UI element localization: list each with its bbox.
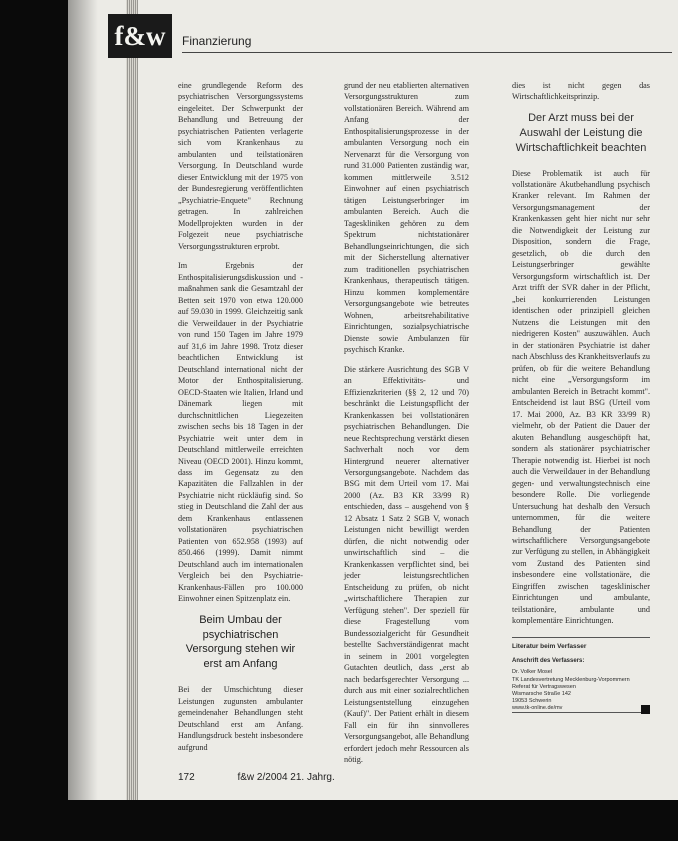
address-line: Wismarsche Straße 142 — [512, 690, 571, 697]
address-line: 19053 Schwerin — [512, 697, 552, 704]
page-header — [108, 14, 668, 58]
column-1 — [178, 80, 303, 761]
column-3 — [512, 80, 650, 714]
literature-note: Literatur beim Verfasser — [512, 642, 587, 650]
paragraph: Die stärkere Ausrichtung des SGB V an Effektivitäts- und Effizienzkriterien (§§ 2, 12 und 70) beschränkt die Leistungspflicht der Krankenkassen bei vollstationären psychiatrischen Behandlungen. Die neue Rechtsprechung verstärkt diesen Sachverhalt noch vor dem Hintergrund neuerer alternativer Versorgungsangebote. Nachdem das BSG mit dem Urteil vom 17. Mai 2000 (Az. B3 KR 33/99 R) entschieden, dass – ausgehend von § 12 Absatz 1 Satz 2 SGB V, wonach Leistungen nicht bewilligt werden dürfen, die nicht notwendig oder unwirtschaftlich sind – die Krankenkassen verpflichtet sind, bei jeder leistungsrechtlichen Entscheidung zu prüfen, ob nicht „wirtschaftlichere Therapien zur Verfügung stehen". Der speziell für diese Fragestellung vom Bundessozialgericht für Gesundheit bestellte Sachverständigenrat macht in seinem in 2001 vorgelegten Gutachten deutlich, dass „erst ab nach bedarfsgerechter Versorgung ... durch aus mit einer sozialrechtlichen Leistungsentstellung einzugehen (Kauf)". Der Patient erhält in diesem Fall ein für ihn sinnvolleres Versorgungsangebot, alle Behandlung erfordert jedoch mehr Ressourcen als nötig. — [344, 364, 469, 765]
address-heading: Anschrift des Verfassers: — [512, 657, 585, 664]
page-shadow — [68, 0, 98, 800]
author-box — [512, 637, 650, 713]
paragraph: dies ist nicht gegen das Wirtschaftlichkeitsprinzip. — [512, 81, 650, 102]
page-edge — [126, 0, 138, 800]
address-line: Referat für Vertragswesen — [512, 683, 576, 690]
paragraph: Im Ergebnis der Enthospitalisierungsdiskussion und -maßnahmen sank die Gesamtzahl der Betten seit 1970 von etwa 120.000 auf 59.030 in 1999. Gleichzeitig sank die Verweildauer in der Psychiatrie von rund 150 Tagen im Jahre 1979 auf 31,6 im Jahre 1998. Trotz dieser beachtlichen Entwicklung ist Deutschland international nicht der Motor der Enthospitalisierung. OECD-Staaten wie Italien, Irland und Dänemark liegen mit durchschnittlichen Liegezeiten zwischen sechs bis 18 Tagen in der Psychiatrie weit unter dem in Deutschland mittlerweile erreichten Niveau (OECD 2001). Hinzu kommt, dass im Gegensatz zu den Kapazitäten die Fallzahlen in der Psychiatrie nicht rückläufig sind. So stieg in Deutschland die Zahl der aus dem Krankenhaus entlassenen vollstationären psychiatrischen Patienten von 652.958 (1993) auf 850.466 (1999). Damit nimmt Deutschland auch im internationalen Vergleich bei den Psychiatrie-Krankenhaus-Fällen pro 100.000 Einwohner einen Spitzenplatz ein. — [178, 261, 303, 604]
address-line: TK Landesvertretung Mecklenburg-Vorpommern — [512, 676, 630, 683]
website-text: www.tk-online.de/mv — [512, 705, 563, 712]
page-number: 172 — [178, 772, 195, 783]
journal-logo: f&w — [108, 14, 172, 58]
subheading: Beim Umbau der psychiatrischen Versorgung stehen wir erst am Anfang — [185, 613, 296, 671]
header-rule — [182, 52, 672, 53]
paragraph: eine grundlegende Reform des psychiatrischen Versorgungssystems eingeleitet. Der Schwerpunkt der Behandlung und Betreuung der psychiatrischen Patienten verlagerte sich vom Krankenhaus zu ambulanten und teilstationären Versorgung. In Deutschland wurde dieser Entwicklung mit der 1975 von der Bundesregierung veröffentlichten „Psychiatrie-Enquete" Rechnung getragen. In zahlreichen Modellprojekten wurden in der Folgezeit neue psychiatrische Versorgungsstrukturen erprobt. — [178, 81, 303, 251]
address-line: Dr. Volker Mosel — [512, 669, 553, 676]
page-footer — [178, 772, 375, 783]
end-mark-icon — [641, 705, 650, 714]
paragraph: Bei der Umschichtung dieser Leistungen zugunsten ambulanter gemeindenaher Behandlungen steht Deutschland erst am Anfang. Handlungsdruck besteht insbesondere aufgrund — [178, 685, 303, 752]
section-title: Finanzierung — [182, 34, 252, 48]
paragraph: grund der neu etablierten alternativen Versorgungsstrukturen zum vollstationären Bereich. Während am Anfang der Enthospitalisierungsprozesse in der ambulanten Versorgung noch ein Nervenarzt für die Versorgung von rund 31.000 Patienten zuständig war, kommen mittlerweile 3.512 Einwohner auf einen psychiatrisch tätigen Leistungserbringer im ambulanten Bereich. Auch die Tageskliniken gehören zu dem Spektrum nichtstationärer Behandlungseinrichtungen, die sich mit der Sicherstellung alternativer zum traditionellen psychiatrischen Krankenhaus, therapeutisch tätigen. Hinzu kommen komplementäre Versorgungsangebote wie betreutes Wohnen, arbeitsrehabilitative Einrichtungen, sozialpsychiatrische Dienste sowie Ambulanzen für psychisch Kranke. — [344, 81, 469, 355]
subheading: Der Arzt muss bei der Auswahl der Leistung die Wirtschaftlichkeit beachten — [515, 111, 647, 154]
column-2 — [344, 80, 469, 774]
address-line — [512, 705, 650, 712]
paragraph: Diese Problematik ist auch für vollstationäre Akutbehandlung psychisch Kranker relevant. Im Rahmen der Versorgungsmanagement der Krankenkassen geht hier nicht nur sehr die Notwendigkeit der Leistung zur Disposition, sondern die Frage, gesetzlich, ob die durch den Leistungserbringer gewählte Versorgungsform wirtschaftlich ist. Der Arzt trifft der SVR daher in der Pflicht, „bei konkurrierenden Leistungen identischen oder prinzipiell gleichen Nutzens die Leistungen mit den niedrigeren Kosten" auszuwählen. Auch in der stationären Psychiatrie ist daher nach Abschluss des Krankheitsverlaufs zu prüfen, ob für die weitere Behandlung nicht eine „Versorgungsform im ambulanten Bereich in Betracht kommt". Entscheidend ist laut BSG (Urteil vom 17. Mai 2000, Az. B3 KR 33/99 R) vielmehr, ob der Patient die Dauer der akuten Behandlung ausgeschöpft hat, sondern als stationärer psychiatrischer Therapie notwendig ist. Hierbei ist noch auch die Verweildauer in der Behandlung gegen- und verwaltungstechnisch eine besondere Rolle. Die vorliegende Untersuchung hat deshalb den Versuch unternommen, für die weitere Behandlung der Patienten wirtschaftlichere Versorgungsangebote zur Verfügung zu stellen, in Abhängigkeit vom Zustand des Patienten sind insbesondere eine vollstationäre, die Eingriffen zwischen tagesklinischer Einrichtungen und ambulante, teilstationäre, ambulante und komplementäre Einrichtungen. — [512, 168, 650, 626]
issue-info: f&w 2/2004 21. Jahrg. — [237, 772, 335, 783]
